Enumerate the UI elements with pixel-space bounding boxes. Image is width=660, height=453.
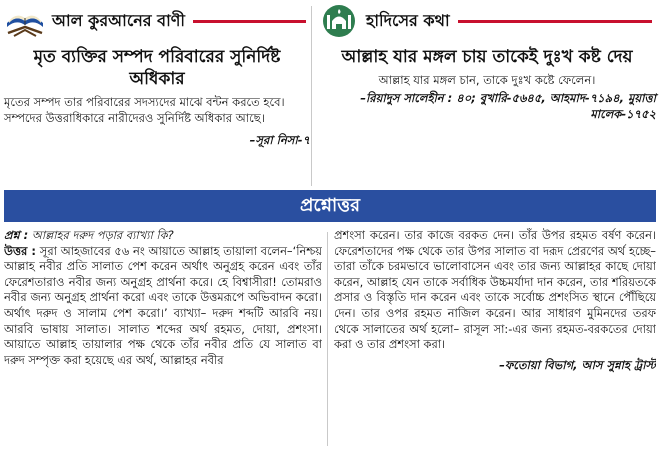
mosque-icon xyxy=(318,3,360,39)
question-label: প্রশ্ন : xyxy=(4,228,29,242)
quran-column xyxy=(4,0,310,190)
hadith-section-label: হাদিসের কথা xyxy=(366,10,450,30)
hadith-section-header xyxy=(318,0,656,42)
answer-right-text: প্রশংসা করেন। তার কাজে বরকত দেন। তাঁর উপর রহমত বর্ষণ করেন। ফেরেশতাদের পক্ষ থেকে তার উপর সালাত বা দরূদ প্রেরণের অর্থ হচ্ছে– তারা তাঁকে চরমভাবে ভালোবাসেন এবং তার জন্য আল্লাহর কাছে দোয়া করেন, আল্লাহ যেন তাকে সর্বাধিক উচ্চমর্যাদা দান করেন, তার শরিয়তকে প্রসার ও বিস্তৃতি দান করেন এবং তাকে সর্বোচ্চ প্রশংসিত স্থানে পৌঁছিয়ে দেন। তার ওপর রহমত নাজিল করেন। আর সাধারণ মুমিনদের তরফ থেকে সালাতের অর্থ হলো– রাসূল সা:-এর জন্য রহমত-বরকতের দোয়া করা ও তার প্রশংসা করা। xyxy=(334,228,656,352)
question-text: আল্লাহর দরুদ পড়ার ব্যাখ্যা কি? xyxy=(31,228,174,242)
quran-section-label: আল কুরআনের বাণী xyxy=(52,10,185,30)
hadith-section-rule xyxy=(458,20,652,23)
qa-right-column xyxy=(334,228,656,450)
qa-banner xyxy=(4,190,656,222)
answer-label: উত্তর : xyxy=(4,243,36,258)
hadith-body: আল্লাহ যার মঙ্গল চান, তাকে দুঃখ কষ্টে ফেলেন। xyxy=(378,73,596,87)
top-section xyxy=(0,0,660,190)
quran-section-header xyxy=(4,0,310,42)
quran-book-icon xyxy=(4,3,46,39)
column-divider xyxy=(311,6,312,186)
qa-source: –ফতোয়া বিভাগ, আস সুন্নাহ ট্রাস্ট xyxy=(499,357,656,372)
answer-left-text: সূরা আহজাবের ৫৬ নং আয়াতে আল্লাহ তায়ালা বলেন–‘নিশ্চয় আল্লাহ নবীর প্রতি সালাত পেশ করেন অর্থাৎ অনুগ্রহ করেন এবং তাঁর ফেরেশতারাও নবীর জন্য অনুগ্রহ প্রার্থনা করে। হে বিশ্বাসীরা! তোমরাও নবীর জন্য অনুগ্রহ প্রার্থনা করো এবং তাকে উত্তমরূপে অভিবাদন করো। অর্থাৎ দরুদ ও সালাম পেশ করো।’ ব্যাখ্যা– দরুদ শব্দটি আরবি নয়। আরবি ভাষায় সালাত। সালাত শব্দের অর্থ রহমত, দোয়া, প্রশংসা। আয়াতে আল্লাহ তায়ালার পক্ষ থেকে তাঁর নবীর প্রতি যে সালাত বা দরুদ সম্পৃক্ত করা হয়েছে এর অর্থ, আল্লাহর নবীর xyxy=(4,243,322,367)
hadith-citation: –রিয়াদুস সালেহীন : ৪০; বুখারি-৫৬৪৫, আহমাদ-৭১৯৪, মুয়াত্তা মালেক-১৭৫২ xyxy=(360,91,656,121)
qa-section xyxy=(4,228,656,450)
question xyxy=(4,228,322,244)
quran-citation: –সূরা নিসা-৭ xyxy=(249,133,310,147)
answer-left xyxy=(4,244,322,369)
qa-banner-title: প্রশ্নোত্তর xyxy=(300,194,360,216)
qa-left-column xyxy=(4,228,322,450)
quran-section-rule xyxy=(193,20,306,23)
quran-headline: মৃত ব্যক্তির সম্পদ পরিবারের সুনির্দিষ্ট অধিকার xyxy=(33,47,281,89)
hadith-headline: আল্লাহ যার মঙ্গল চায় তাকেই দুঃখ কষ্ট দেয় xyxy=(341,47,633,67)
quran-body: মৃতের সম্পদ তার পরিবারের সদস্যদের মাঝে বন্টন করতে হবে। সম্পদের উত্তরাধিকারে নারীদেরও সুনির্দিষ্ট অধিকার আছে। xyxy=(4,95,285,125)
qa-column-divider xyxy=(327,232,328,446)
hadith-column xyxy=(318,0,656,190)
